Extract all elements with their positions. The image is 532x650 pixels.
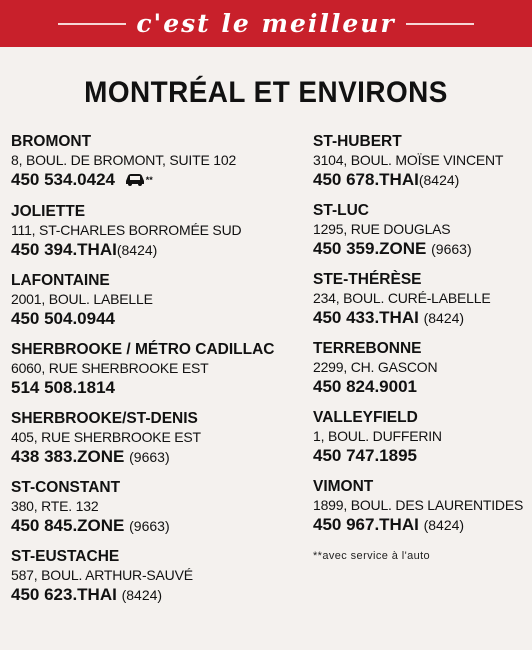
location-phone [11, 584, 301, 606]
phone-digits: (9663) [431, 241, 472, 257]
drive-thru-mark: ** [145, 175, 153, 185]
page-title: MONTRÉAL ET ENVIRONS [84, 76, 448, 109]
phone-number: 450 824.9001 [313, 377, 417, 396]
phone-number: 450 678.THAI [313, 170, 419, 189]
header-banner [0, 0, 532, 47]
location-name: VIMONT [313, 478, 374, 495]
location-name: SHERBROOKE/ST-DENIS [11, 409, 198, 427]
banner-rule-left [58, 23, 126, 25]
phone-digits: (9663) [129, 448, 170, 465]
location-name: ST-EUSTACHE [11, 547, 120, 565]
phone-digits: (9663) [129, 517, 170, 534]
location-phone [11, 239, 301, 261]
location-entry [313, 339, 528, 398]
location-phone [313, 307, 528, 329]
location-phone [11, 308, 301, 330]
location-phone [11, 446, 301, 468]
location-entry [313, 270, 528, 329]
location-address: 6060, RUE SHERBROOKE EST [11, 359, 209, 376]
phone-digits: (8424) [423, 517, 465, 533]
banner-rule-right [406, 23, 474, 25]
location-name: TERREBONNE [313, 340, 422, 357]
location-entry [313, 477, 528, 536]
location-entry [313, 201, 528, 260]
location-phone [11, 515, 301, 537]
phone-digits: (8424) [116, 241, 158, 258]
location-phone [11, 169, 301, 192]
phone-number: 450 359.ZONE [313, 239, 427, 258]
phone-number: 450 394.THAI [11, 239, 117, 259]
phone-number: 450 623.THAI [11, 584, 117, 604]
phone-number: 438 383.ZONE [11, 446, 125, 466]
phone-number: 450 845.ZONE [11, 515, 125, 535]
location-name: STE-THÉRÈSE [313, 271, 422, 288]
location-address: 587, BOUL. ARTHUR-SAUVÉ [11, 566, 193, 583]
location-address: 3104, BOUL. MOÏSE VINCENT [313, 152, 504, 168]
location-entry [11, 202, 301, 261]
location-address: 234, BOUL. CURÉ-LABELLE [313, 290, 491, 306]
locations-column-left [11, 132, 301, 616]
location-address: 2001, BOUL. LABELLE [11, 290, 153, 307]
location-entry [11, 271, 301, 330]
phone-digits: (8424) [423, 310, 465, 326]
location-phone [313, 238, 528, 260]
location-address: 8, BOUL. DE BROMONT, SUITE 102 [11, 152, 237, 168]
location-phone [313, 514, 528, 536]
car-icon [124, 170, 146, 192]
location-address: 405, RUE SHERBROOKE EST [11, 428, 201, 445]
phone-number: 450 433.THAI [313, 308, 419, 327]
phone-number: 450 747.1895 [313, 446, 417, 465]
phone-number: 514 508.1814 [11, 377, 115, 397]
location-address: 2299, CH. GASCON [313, 359, 438, 375]
location-name: VALLEYFIELD [313, 409, 418, 426]
phone-number: 450 534.0424 [11, 170, 115, 189]
location-phone [313, 376, 528, 398]
location-entry [11, 132, 301, 192]
location-name: ST-LUC [313, 202, 369, 219]
location-entry [313, 132, 528, 191]
drive-thru-footnote: **avec service à l'auto [313, 550, 431, 562]
location-address: 111, ST-CHARLES BORROMÉE SUD [11, 221, 242, 238]
location-entry [11, 340, 301, 399]
location-entry [11, 478, 301, 537]
location-name: ST-HUBERT [313, 133, 402, 150]
location-name: JOLIETTE [11, 202, 86, 220]
phone-digits: (8424) [121, 586, 163, 603]
location-address: 380, RTE. 132 [11, 497, 99, 514]
location-address: 1899, BOUL. DES LAURENTIDES [313, 497, 524, 513]
phone-digits: (8424) [418, 172, 460, 188]
banner-tagline: c'est le meilleur [136, 9, 396, 38]
location-entry [11, 547, 301, 606]
location-address: 1295, RUE DOUGLAS [313, 221, 451, 237]
location-address: 1, BOUL. DUFFERIN [313, 428, 442, 444]
phone-number: 450 967.THAI [313, 515, 419, 534]
location-entry [313, 408, 528, 467]
location-phone [11, 377, 301, 399]
location-phone [313, 169, 528, 191]
location-phone [313, 445, 528, 467]
location-name: ST-CONSTANT [11, 478, 121, 496]
locations-column-right [313, 132, 528, 562]
phone-number: 450 504.0944 [11, 308, 115, 328]
location-name: SHERBROOKE / MÉTRO CADILLAC [11, 340, 275, 358]
location-name: BROMONT [11, 133, 92, 150]
location-name: LAFONTAINE [11, 271, 110, 289]
location-entry [11, 409, 301, 468]
